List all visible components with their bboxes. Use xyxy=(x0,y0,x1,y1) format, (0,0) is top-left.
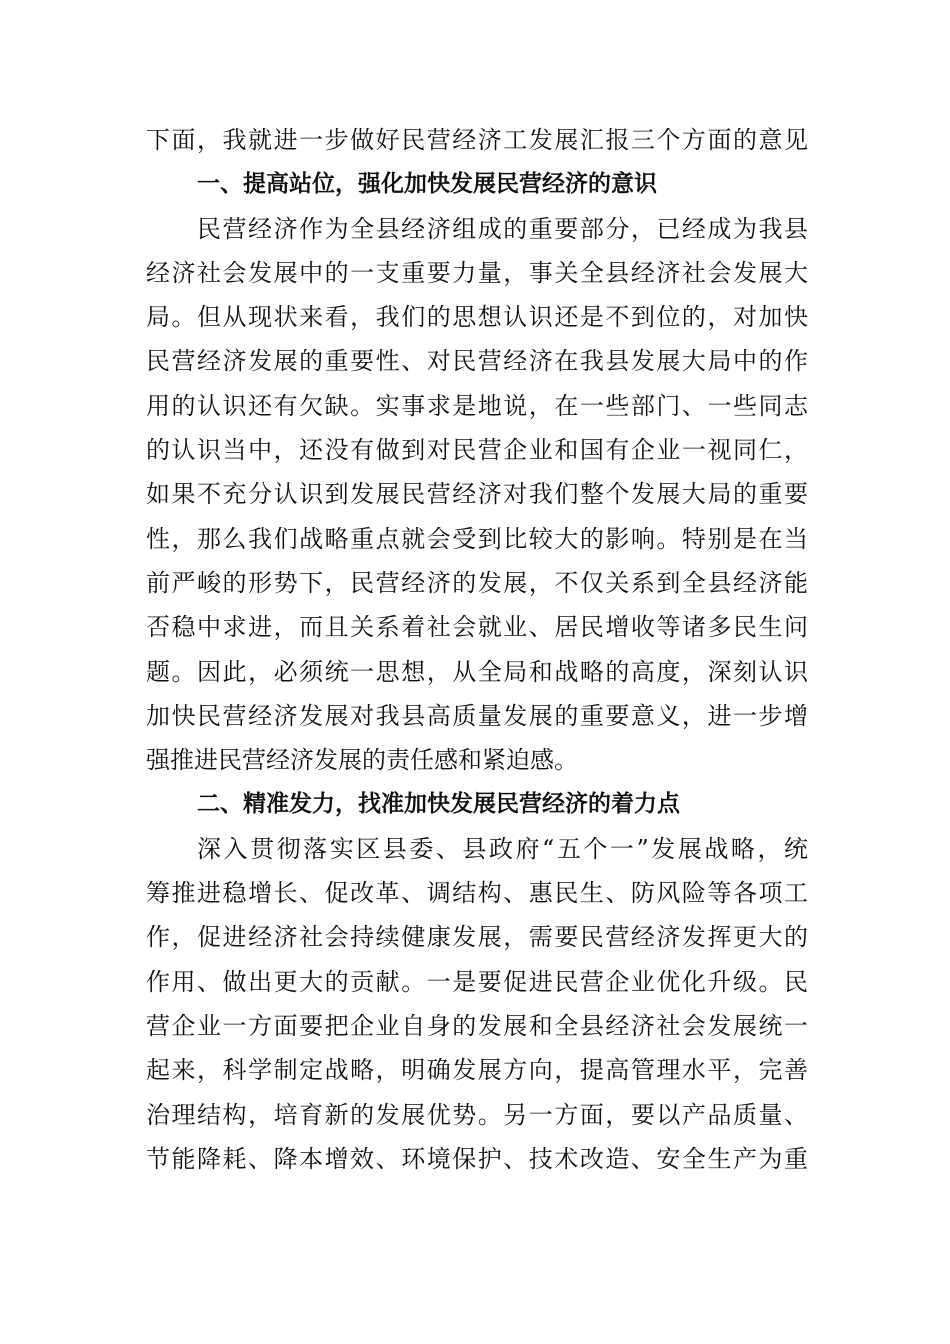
paragraph-line: 节能降耗、降本增效、环境保护、技术改造、安全生产为重 xyxy=(146,1144,808,1173)
paragraph-line: 民营经济发展的重要性、对民营经济在我县发展大局中的作 xyxy=(146,347,808,376)
paragraph-line: 如果不充分认识到发展民营经济对我们整个发展大局的重要 xyxy=(146,480,808,509)
section-1-heading: 一、提高站位，强化加快发展民营经济的意识 xyxy=(197,171,657,198)
paragraph-line: 性，那么我们战略重点就会受到比较大的影响。特别是在当 xyxy=(146,524,808,553)
paragraph-line: 深入贯彻落实区县委、县政府“五个一”发展战略，统 xyxy=(197,834,808,863)
section-1-body xyxy=(146,207,808,783)
paragraph-line: 强推进民营经济发展的责任感和紧迫感。 xyxy=(146,746,578,775)
paragraph-line: 民营经济作为全县经济组成的重要部分，已经成为我县 xyxy=(197,214,808,243)
section-2-heading: 二、精准发力，找准加快发展民营经济的着力点 xyxy=(197,791,680,818)
paragraph-line: 局。但从现状来看，我们的思想认识还是不到位的，对加快 xyxy=(146,303,808,332)
document-page xyxy=(146,118,808,1181)
intro-line: 下面，我就进一步做好民营经济工发展汇报三个方面的意见 xyxy=(146,126,808,154)
paragraph-line: 筹推进稳增长、促改革、调结构、惠民生、防风险等各项工 xyxy=(146,879,808,908)
paragraph-line: 起来，科学制定战略，明确发展方向，提高管理水平，完善 xyxy=(146,1056,808,1085)
paragraph-line: 用的认识还有欠缺。实事求是地说，在一些部门、一些同志 xyxy=(146,391,808,420)
paragraph-line: 的认识当中，还没有做到对民营企业和国有企业一视同仁， xyxy=(146,436,808,465)
paragraph-line: 经济社会发展中的一支重要力量，事关全县经济社会发展大 xyxy=(146,258,808,287)
paragraph-line: 营企业一方面要把企业自身的发展和全县经济社会发展统一 xyxy=(146,1011,808,1040)
paragraph-line: 作用、做出更大的贡献。一是要促进民营企业优化升级。民 xyxy=(146,967,808,996)
paragraph-line: 题。因此，必须统一思想，从全局和战略的高度，深刻认识 xyxy=(146,657,808,686)
section-2-body xyxy=(146,827,808,1181)
paragraph-line: 前严峻的形势下，民营经济的发展，不仅关系到全县经济能 xyxy=(146,568,808,597)
paragraph-line: 作，促进经济社会持续健康发展，需要民营经济发挥更大的 xyxy=(146,923,808,952)
paragraph-line: 治理结构，培育新的发展优势。另一方面，要以产品质量、 xyxy=(146,1100,808,1129)
paragraph-line: 否稳中求进，而且关系着社会就业、居民增收等诸多民生问 xyxy=(146,613,808,642)
paragraph-line: 加快民营经济发展对我县高质量发展的重要意义，进一步增 xyxy=(146,701,808,730)
